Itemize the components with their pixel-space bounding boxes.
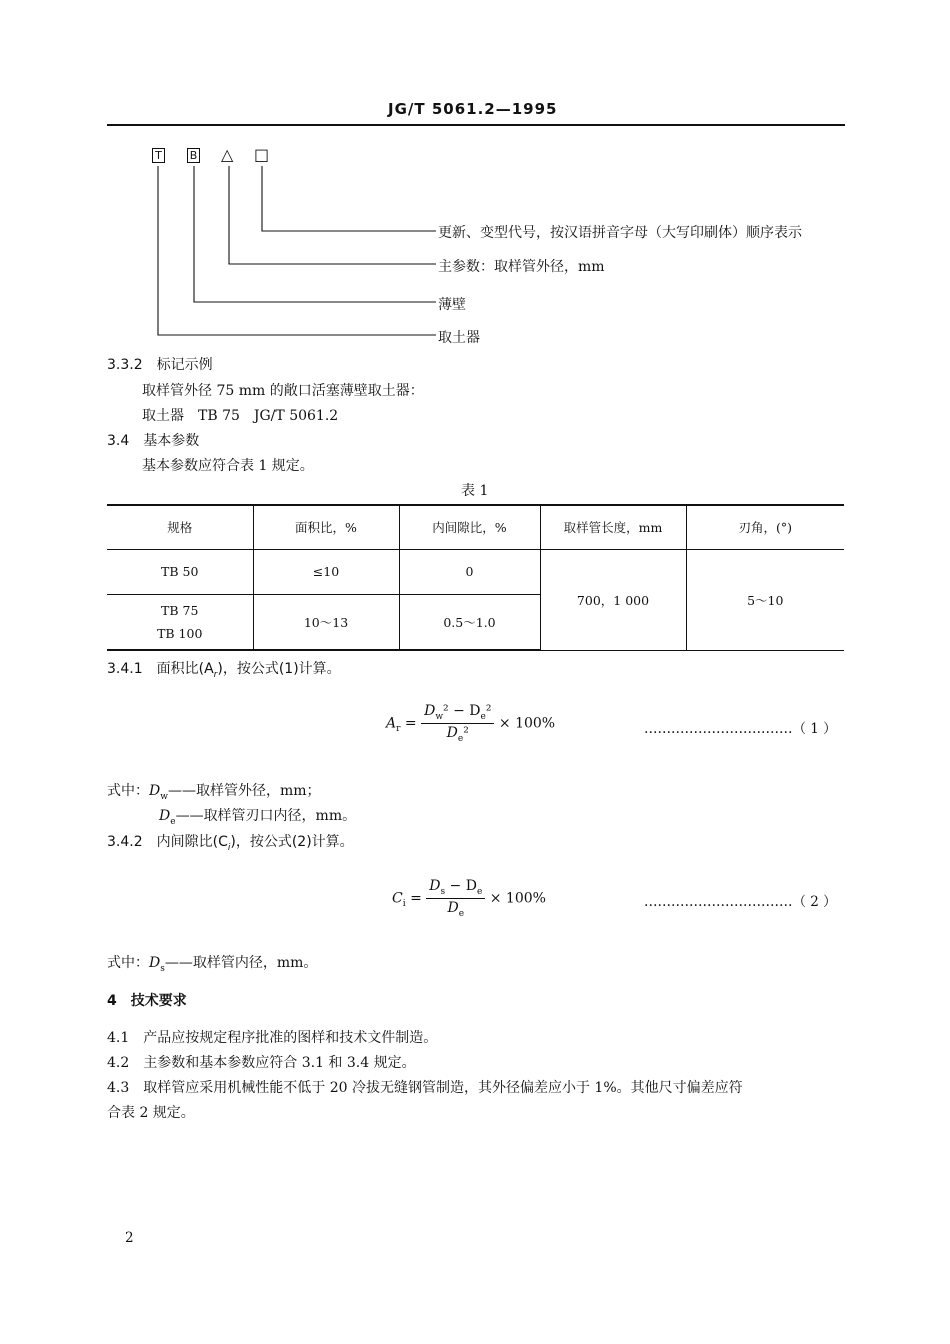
section-3-4-text: 基本参数应符合表 1 规定。 [142,458,314,474]
section-3-3-2-heading: 3.3.2 标记示例 [107,357,213,373]
equation-number-1: ……………………………（ 1 ） [644,721,837,737]
mark-label-variant: 更新、变型代号，按汉语拼音字母（大写印刷体）顺序表示 [438,225,802,241]
where-1-line1: 式中：$D_w——$取样管外径，mm； [107,783,321,802]
section-4-heading: 4 技术要求 [107,993,187,1009]
clause-4-2: 4.2 主参数和基本参数应符合 3.1 和 3.4 规定。 [107,1055,416,1071]
marking-example-line1: 取样管外径 75 mm 的敞口活塞薄壁取土器： [142,383,424,399]
where-1-line2: $D_e——$取样管刃口内径，mm。 [159,808,357,827]
cell-edge-angle: 5～10 [686,549,844,650]
col-header-edge-angle: 刃角，(°) [686,505,844,549]
col-header-area-ratio: 面积比，% [253,505,399,549]
section-3-4-1-heading: 3.4.1 面积比$(A_r)$，按公式(1)计算。 [107,661,341,680]
mark-square: □ [254,145,270,164]
spec-tb75: TB 75 [161,602,199,618]
mark-label-main-param: 主参数：取样管外径，mm [438,259,605,275]
section-3-4-2-heading: 3.4.2 内间隙比$(C_i)$，按公式(2)计算。 [107,834,354,853]
table-row [107,549,844,594]
marking-example-line2: 取土器 TB 75 JG/T 5061.2 [142,408,339,424]
cell-spec: TB 50 [107,549,253,594]
clause-4-1: 4.1 产品应按规定程序批准的图样和技术文件制造。 [107,1030,438,1046]
mark-box-b: B [187,148,200,163]
formula-1: $A_r$ = $\frac{D_w^2 - D_e^2}{D_e^2}$ × 100% [386,703,556,744]
page-header: JG/T 5061.2—1995 [388,100,558,118]
cell-clearance-ratio: 0.5～1.0 [399,594,540,650]
col-header-tube-length: 取样管长度，mm [540,505,686,549]
formula-2: $C_i$ = $\frac{D_s - D_e}{D_e}$ × 100% [392,878,546,919]
clause-4-3-line2: 合表 2 规定。 [107,1105,195,1121]
formula-2-fraction: $\frac{D_s - D_e}{D_e}$ [426,878,485,919]
cell-clearance-ratio: 0 [399,549,540,594]
mark-label-sampler: 取土器 [438,330,480,346]
page-number: 2 [125,1230,134,1246]
formula-1-fraction: $\frac{D_w^2 - D_e^2}{D_e^2}$ [421,703,494,744]
cell-tube-length: 700，1 000 [540,549,686,650]
mark-box-t: T [152,148,165,163]
table-1 [107,504,844,651]
cell-spec [107,594,253,650]
col-header-spec: 规格 [107,505,253,549]
col-header-clearance-ratio: 内间隙比，% [399,505,540,549]
equation-number-2: ……………………………（ 2 ） [644,894,837,910]
marking-leader-lines [0,0,950,360]
cell-area-ratio: ≤10 [253,549,399,594]
mark-label-thin-wall: 薄壁 [438,297,466,313]
clause-4-3-line1: 4.3 取样管应采用机械性能不低于 20 冷拔无缝钢管制造，其外径偏差应小于 1%。其他尺寸偏差应符 [107,1080,743,1096]
cell-area-ratio: 10～13 [253,594,399,650]
spec-tb100: TB 100 [157,625,203,641]
mark-triangle: △ [221,145,234,164]
table1-caption: 表 1 [461,483,489,499]
section-3-4-heading: 3.4 基本参数 [107,433,200,449]
where-2-line1: 式中：$D_s——$取样管内径，mm。 [107,955,318,974]
